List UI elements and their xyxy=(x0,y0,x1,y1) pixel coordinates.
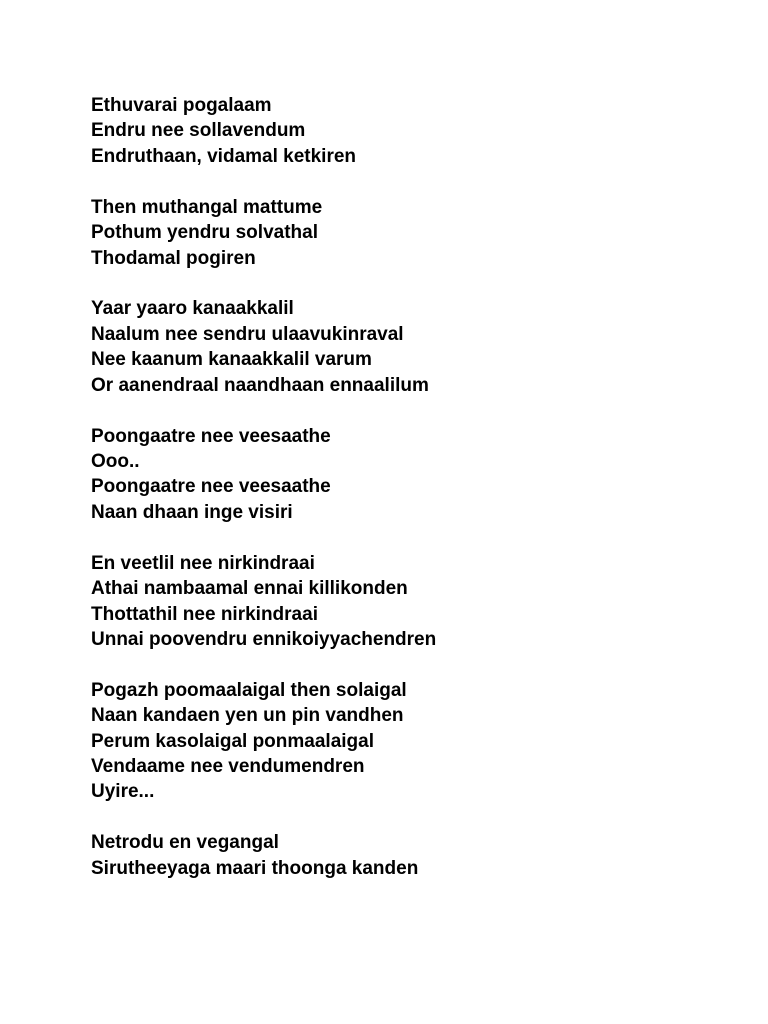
lyric-line: Ooo.. xyxy=(91,450,140,472)
lyric-line: Athai nambaamal ennai killikonden xyxy=(91,578,408,600)
lyric-line: Perum kasolaigal ponmaalaigal xyxy=(91,730,374,752)
lyric-line: Sirutheeyaga maari thoonga kanden xyxy=(91,857,419,879)
lyric-line: Then muthangal mattume xyxy=(91,196,323,218)
lyric-line: Netrodu en vegangal xyxy=(91,832,279,854)
lyric-line: Poongaatre nee veesaathe xyxy=(91,425,331,447)
lyric-line: Endru nee sollavendum xyxy=(91,120,306,142)
lyric-line: Ethuvarai pogalaam xyxy=(91,95,272,116)
lyric-line: Or aanendraal naandhaan ennaalilum xyxy=(91,374,429,396)
stanza-2 xyxy=(91,195,436,271)
lyric-line: Uyire... xyxy=(91,781,155,803)
lyric-line: Naan kandaen yen un pin vandhen xyxy=(91,705,404,727)
lyric-line: Naalum nee sendru ulaavukinraval xyxy=(91,323,404,345)
lyric-line: Naan dhaan inge visiri xyxy=(91,501,293,523)
stanza-4 xyxy=(91,424,436,526)
lyric-line: Vendaame nee vendumendren xyxy=(91,756,365,778)
stanza-1 xyxy=(91,93,436,169)
lyric-line: Nee kaanum kanaakkalil varum xyxy=(91,349,372,371)
stanza-5 xyxy=(91,551,436,653)
lyric-line: En veetlil nee nirkindraai xyxy=(91,552,315,574)
lyric-line: Pogazh poomaalaigal then solaigal xyxy=(91,679,407,701)
lyric-line: Poongaatre nee veesaathe xyxy=(91,476,331,498)
stanza-7 xyxy=(91,830,436,881)
lyrics-body xyxy=(91,93,436,907)
lyric-line: Thottathil nee nirkindraai xyxy=(91,603,318,625)
lyric-line: Endruthaan, vidamal ketkiren xyxy=(91,145,357,167)
stanza-3 xyxy=(91,296,436,398)
lyric-line: Yaar yaaro kanaakkalil xyxy=(91,298,294,320)
stanza-6 xyxy=(91,678,436,805)
lyric-line: Thodamal pogiren xyxy=(91,247,256,269)
lyric-line: Unnai poovendru ennikoiyyachendren xyxy=(91,628,437,650)
lyric-line: Pothum yendru solvathal xyxy=(91,222,318,244)
